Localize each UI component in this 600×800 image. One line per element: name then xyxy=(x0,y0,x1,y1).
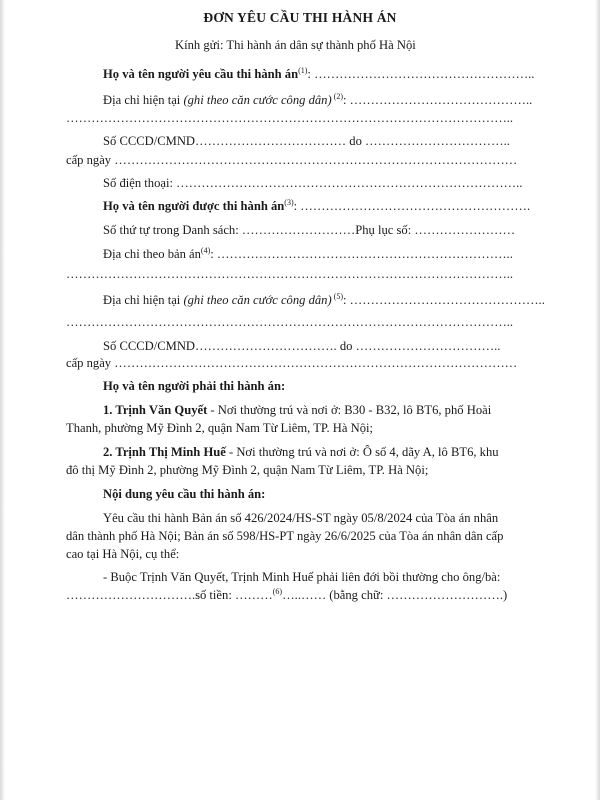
requester-phone: Số điện thoại: ……………………………………………………………………….. xyxy=(103,176,523,190)
beneficiary-id-line: Số CCCD/CMND……………………………. do …………………………….. xyxy=(103,339,501,353)
content-line-4: - Buộc Trịnh Văn Quyết, Trịnh Minh Huế phải liên đới bồi thường cho ông/bà: xyxy=(103,570,501,584)
scan-left-edge xyxy=(0,0,5,800)
footnote-3: (3) xyxy=(284,198,294,207)
compensation-amount-a: ………………………….số tiền: ……… xyxy=(66,588,273,602)
beneficiary-address-hint: (ghi theo căn cước công dân) xyxy=(183,293,332,307)
obligor-1 xyxy=(103,402,491,418)
requester-address xyxy=(103,92,532,108)
content-line-1: Yêu cầu thi hành Bản án số 426/2024/HS-ST ngày 05/8/2024 của Tòa án nhân xyxy=(103,511,499,525)
obligor-2-address-a: - Nơi thường trú và nơi ở: Ô số 4, dãy A, lô BT6, khu xyxy=(225,445,499,459)
scan-right-edge xyxy=(595,0,600,800)
beneficiary-issue-date: cấp ngày …………………………………………………………………………………… xyxy=(66,356,518,370)
footnote-5: (5) xyxy=(331,292,343,301)
footnote-2: (2) xyxy=(331,92,343,101)
requester-id-line: Số CCCD/CMND……………………………… do …………………………….. xyxy=(103,134,510,148)
footnote-1: (1) xyxy=(298,66,308,75)
requester-issue-date: cấp ngày …………………………………………………………………………………… xyxy=(66,153,518,167)
obligor-1-address-a: - Nơi thường trú và nơi ở: B30 - B32, lô BT6, phố Hoài xyxy=(207,403,492,417)
requester-address-label: Địa chỉ hiện tại xyxy=(103,93,184,107)
obligor-2-address-b: đô thị Mỹ Đình 2, phường Mỹ Đình 2, quận Nam Từ Liêm, TP. Hà Nội; xyxy=(66,463,429,477)
compensation-amount-b: …..…… (bằng chữ: ……………………….) xyxy=(282,588,508,602)
obligor-2-name: 2. Trịnh Thị Minh Huế xyxy=(103,445,226,459)
document-title: ĐƠN YÊU CẦU THI HÀNH ÁN xyxy=(203,10,397,25)
beneficiary-judgment-address xyxy=(103,246,513,262)
content-line-2: dân thành phố Hà Nội; Bản án số 598/HS-PT ngày 26/6/2025 của Tòa án nhân dân cấp xyxy=(66,529,504,543)
obligor-1-name: 1. Trịnh Văn Quyết xyxy=(103,403,208,417)
obligor-1-address-b: Thanh, phường Mỹ Đình 2, quận Nam Từ Liêm, TP. Hà Nội; xyxy=(66,421,374,435)
requester-address-dots: : …………………………………….. xyxy=(343,93,533,107)
content-line-5 xyxy=(66,587,507,603)
beneficiary-address-line2: …………………………………………………………………………………………….. xyxy=(66,315,514,329)
beneficiary-list-line: Số thứ tự trong Danh sách: ………………………Phụ lục số: …………………… xyxy=(103,223,516,237)
recipient-line: Kính gửi: Thi hành án dân sự thành phố Hà Nội xyxy=(175,38,416,52)
beneficiary-heading-dots: : ………………………………………………. xyxy=(293,199,531,213)
beneficiary-judgment-address-dots: : …………………………………………………………….. xyxy=(210,247,513,261)
beneficiary-judgment-address-label: Địa chỉ theo bản án xyxy=(103,247,201,261)
obligor-2 xyxy=(103,444,499,460)
requester-heading-label: Họ và tên người yêu cầu thi hành án xyxy=(103,67,299,81)
beneficiary-heading-label: Họ và tên người được thi hành án xyxy=(103,199,285,213)
obligor-heading: Họ và tên người phải thi hành án: xyxy=(103,379,286,393)
footnote-4: (4) xyxy=(200,246,211,255)
beneficiary-judgment-address-line2: …………………………………………………………………………………………….. xyxy=(66,267,514,281)
requester-heading xyxy=(103,66,534,82)
footnote-6: (6) xyxy=(272,587,283,596)
content-line-3: cao tại Hà Nội, cụ thể: xyxy=(66,547,180,561)
requester-address-line2: …………………………………………………………………………………………….. xyxy=(66,111,514,125)
requester-address-hint: (ghi theo căn cước công dân) xyxy=(183,93,332,107)
beneficiary-heading xyxy=(103,198,530,214)
requester-heading-dots: : …………………………………………….. xyxy=(307,67,535,81)
beneficiary-address xyxy=(103,292,545,308)
content-heading: Nội dung yêu cầu thi hành án: xyxy=(103,487,266,501)
beneficiary-address-dots: : ……………………………………….. xyxy=(343,293,545,307)
beneficiary-address-label: Địa chỉ hiện tại xyxy=(103,293,184,307)
